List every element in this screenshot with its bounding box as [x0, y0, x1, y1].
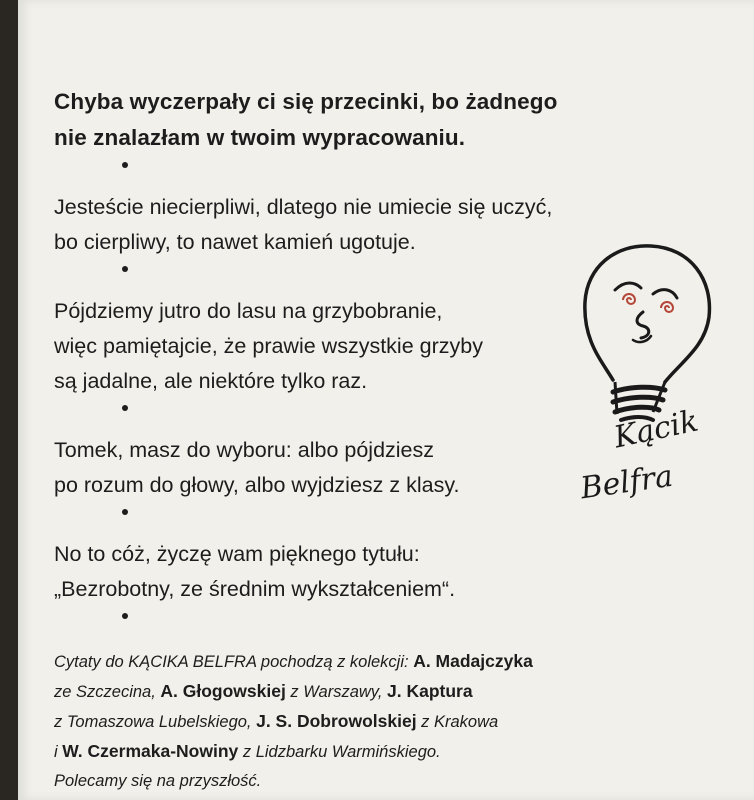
kacik-belfra-logo [573, 232, 738, 522]
lightbulb-face-icon [573, 232, 738, 522]
lead-quote [54, 84, 674, 156]
credits-text: z Tomaszowa Lubelskiego, [54, 713, 257, 731]
page [18, 0, 754, 800]
quote-line: po rozum do głowy, albo wyjdziesz z klasy. [54, 473, 460, 497]
credits-name: J. S. Dobrowolskiej [256, 711, 417, 731]
credits-name: J. Kaptura [387, 681, 473, 701]
credits-name: W. Czermaka-Nowiny [62, 741, 239, 761]
credits-text: z Krakowa [416, 713, 499, 731]
quote-line: „Bezrobotny, ze średnim wykształceniem“. [54, 577, 456, 601]
quote-line: więc pamiętajcie, że prawie wszystkie grzyby [54, 334, 483, 358]
credits-text: Polecamy się na przyszłość. [54, 772, 262, 790]
lead-line-1: Chyba wyczerpały ci się przecinki, bo żadnego [54, 89, 558, 114]
quote-line: Jesteście niecierpliwi, dlatego nie umiecie się uczyć, [54, 195, 553, 219]
credits [54, 647, 664, 796]
quote-line: No to cóż, życzę wam pięknego tytułu: [54, 542, 420, 566]
quote-line: Pójdziemy jutro do lasu na grzybobranie, [54, 299, 443, 323]
quote-line: są jadalne, ale niektóre tylko raz. [54, 369, 368, 393]
credits-text: Cytaty do KĄCIKA BELFRA pochodzą z kolekcji: [54, 653, 414, 671]
quote-line: Tomek, masz do wyboru: albo pójdziesz [54, 438, 435, 462]
credits-text: ze Szczecina, [54, 683, 161, 701]
bullet-separator [54, 607, 674, 641]
credits-name: A. Madajczyka [413, 651, 533, 671]
credits-text: z Lidzbarku Warmińskiego. [238, 743, 441, 761]
credits-text: z Warszawy, [285, 683, 387, 701]
bullet-separator [54, 156, 674, 190]
credits-text: i [54, 743, 63, 761]
quote-4 [54, 537, 674, 607]
lead-line-2: nie znalazłam w twoim wypracowaniu. [54, 125, 466, 150]
quote-line: bo cierpliwy, to nawet kamień ugotuje. [54, 230, 416, 254]
credits-name: A. Głogowskiej [160, 681, 286, 701]
logo-word-1: Kącik [611, 403, 702, 456]
logo-word-2: Belfra [578, 458, 676, 507]
